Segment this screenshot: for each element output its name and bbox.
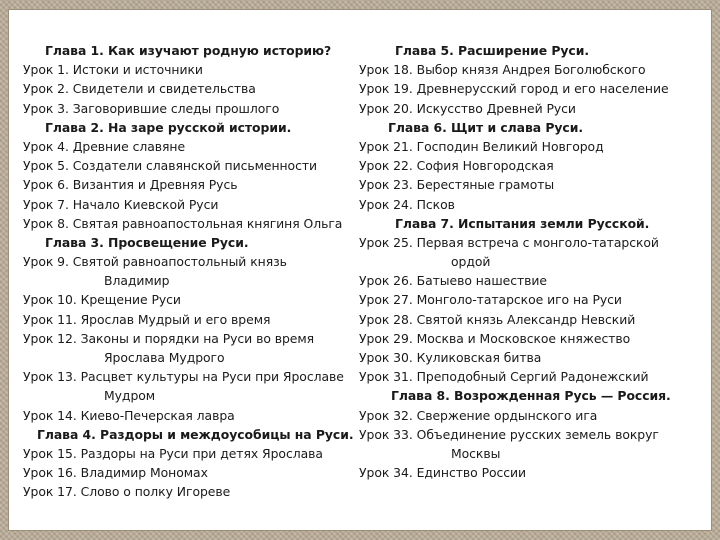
lesson-continuation: Ярослава Мудрого <box>104 350 225 365</box>
lesson-item: Урок 23. Берестяные грамоты <box>359 177 555 193</box>
lesson-item: Урок 9. Святой равноапостольный князь <box>23 254 287 270</box>
lesson-item: Урок 21. Господин Великий Новгород <box>359 138 604 154</box>
right-column <box>359 41 699 482</box>
left-column <box>23 41 355 502</box>
lesson-item: Урок 19. Древнерусский город и его население <box>359 81 669 97</box>
lesson-item: Урок 11. Ярослав Мудрый и его время <box>23 311 271 327</box>
chapter-heading: Глава 7. Испытания земли Русской. <box>395 215 650 231</box>
chapter-heading: Глава 6. Щит и слава Руси. <box>388 119 583 135</box>
lesson-item: Урок 14. Киево-Печерская лавра <box>23 407 235 423</box>
lesson-item: Урок 34. Единство России <box>359 465 527 481</box>
lesson-continuation: Москвы <box>451 445 501 461</box>
lesson-item: Урок 22. София Новгородская <box>359 158 554 174</box>
lesson-continuation: ордой <box>451 254 491 270</box>
lesson-item: Урок 1. Истоки и источники <box>23 62 203 78</box>
lesson-item: Урок 24. Псков <box>359 196 455 212</box>
lesson-item: Урок 17. Слово о полку Игореве <box>23 484 231 500</box>
lesson-item: Урок 28. Святой князь Александр Невский <box>359 311 636 327</box>
lesson-item: Урок 26. Батыево нашествие <box>359 273 547 289</box>
lesson-item: Урок 8. Святая равноапостольная княгиня Ольга <box>23 215 343 231</box>
lesson-item: Урок 2. Свидетели и свидетельства <box>23 81 256 97</box>
lesson-item: Урок 15. Раздоры на Руси при детях Ярослава <box>23 445 323 461</box>
lesson-item: Урок 27. Монголо-татарское иго на Руси <box>359 292 622 308</box>
lesson-item: Урок 10. Крещение Руси <box>23 292 181 308</box>
lesson-continuation: Владимир <box>104 273 170 289</box>
lesson-item: Урок 32. Свержение ордынского ига <box>359 407 598 423</box>
chapter-heading: Глава 3. Просвещение Руси. <box>45 234 249 250</box>
lesson-item: Урок 5. Создатели славянской письменности <box>23 158 318 174</box>
lesson-item: Урок 13. Расцвет культуры на Руси при Ярославе <box>23 369 344 385</box>
lesson-item: Урок 30. Куликовская битва <box>359 350 542 365</box>
lesson-item: Урок 25. Первая встреча с монголо-татарской <box>359 234 659 250</box>
lesson-item: Урок 33. Объединение русских земель вокруг <box>359 426 659 442</box>
chapter-heading: Глава 2. На заре русской истории. <box>45 119 292 135</box>
chapter-heading: Глава 1. Как изучают родную историю? <box>45 43 332 58</box>
document-page <box>9 10 711 530</box>
lesson-item: Урок 20. Искусство Древней Руси <box>359 100 576 116</box>
lesson-item: Урок 18. Выбор князя Андрея Боголюбского <box>359 62 646 78</box>
lesson-item: Урок 31. Преподобный Сергий Радонежский <box>359 369 649 385</box>
lesson-continuation: Мудром <box>104 388 156 404</box>
lesson-item: Урок 16. Владимир Мономах <box>23 465 208 481</box>
lesson-item: Урок 12. Законы и порядки на Руси во время <box>23 330 315 346</box>
lesson-item: Урок 29. Москва и Московское княжество <box>359 330 631 346</box>
chapter-heading: Глава 8. Возрожденная Русь — Россия. <box>391 388 671 404</box>
chapter-heading: Глава 5. Расширение Руси. <box>395 43 589 58</box>
chapter-heading: Глава 4. Раздоры и междоусобицы на Руси. <box>37 426 354 442</box>
lesson-item: Урок 4. Древние славяне <box>23 138 186 154</box>
lesson-item: Урок 7. Начало Киевской Руси <box>23 196 219 212</box>
lesson-item: Урок 3. Заговорившие следы прошлого <box>23 100 280 116</box>
lesson-item: Урок 6. Византия и Древняя Русь <box>23 177 238 193</box>
